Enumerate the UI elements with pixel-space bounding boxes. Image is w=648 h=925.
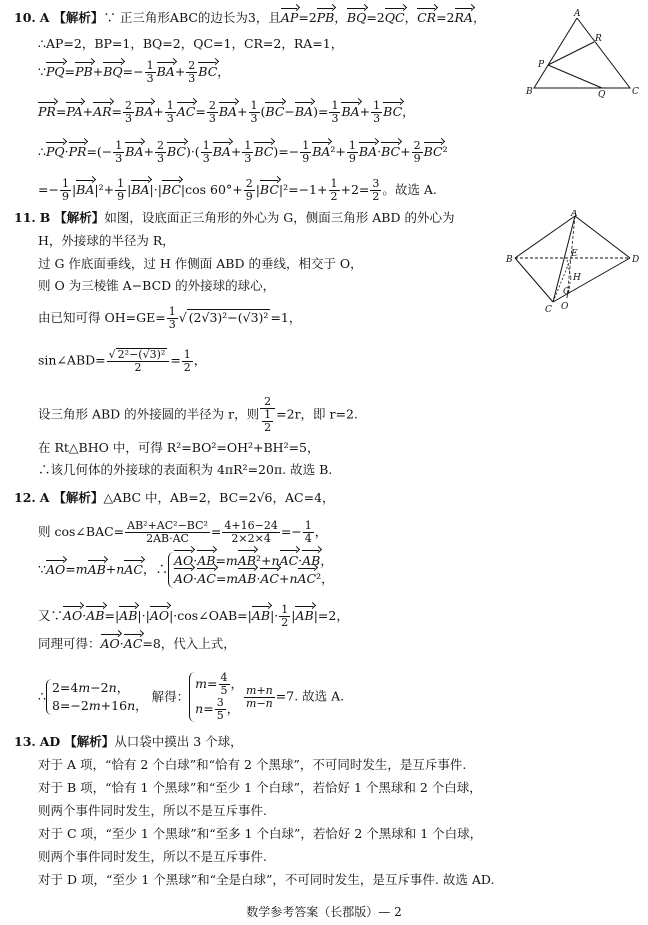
p11-answer: B	[39, 210, 51, 225]
p10-line-4: PR=PA+AR= $\frac{2}{3}$ BA+ $\frac{1}{3}$ AC= $\frac{2}{3}$ BA+ $\frac{1}{3}$ (BC−BA)= $\frac{1}{3}$ BA+ $\frac{1}{3}$ BC，	[38, 99, 415, 125]
p10-fig-label-a: A	[574, 9, 581, 19]
p10-figure	[522, 8, 640, 98]
p12-line-6: ∴2=4m−2n， 8=−2m+16n，解得：m= $\frac{4}{5}$ ， n= $\frac{3}{5}$ ， $\frac{m+n}{m-n}$ =7. 故选 A.	[38, 671, 345, 722]
p13-line-7: 对于 D 项，“至少 1 个黑球”和“全是白球”，不可同时发生，是互斥事件. 故选 AD.	[38, 872, 495, 887]
p11-text-6: sin∠ABD=	[38, 352, 106, 368]
p10-line-6: =− $\frac{1}{9}$ |BA|²+ $\frac{1}{9}$ |BA|·|BC|cos 60°+ $\frac{2}{9}$ |BC|²=−1+ $\frac{1}{2}$ +2= $\frac{3}{2}$ 。故选 A.	[38, 177, 437, 203]
page-footer: 数学参考答案（长郡版）— 2	[246, 905, 402, 919]
p11-text-5: 由已知可得 OH=GE=	[38, 310, 166, 325]
p10-fig-label-c: C	[632, 87, 639, 97]
p13-line-6: 则两个事件同时发生，所以不是互斥事件.	[38, 849, 267, 864]
p12-line-5: 同理可得：AO·AC=8，代入上式，	[38, 636, 236, 651]
p11-fig-label-d: D	[632, 255, 640, 265]
p13-text-1: 从口袋中摸出 3 个球，	[114, 734, 243, 749]
p11-line-2: H，外接球的半径为 R，	[38, 233, 175, 248]
p12-answer: A	[39, 490, 50, 505]
p11-fig-label-a: A	[571, 210, 578, 219]
p11-line-4: 则 O 为三棱锥 A−BCD 的外接球的球心，	[38, 278, 276, 293]
p10-line-5: ∴PQ·PR=(− $\frac{1}{3}$ BA+ $\frac{2}{3}$ BC)·( $\frac{1}{3}$ BA+ $\frac{1}{3}$ BC)=− $\frac{1}{9}$ BA²+ $\frac{1}{9}$ BA·BC+ $\frac{2}{9}$ BC²	[38, 139, 448, 165]
p10-fig-label-q: Q	[598, 90, 606, 98]
p11-number: 11.	[14, 210, 36, 225]
p11-fig-label-e: E	[571, 249, 578, 259]
p11-fig-label-h: H	[573, 273, 581, 283]
p11-line-3: 过 G 作底面垂线，过 H 作侧面 ABD 的垂线，相交于 O，	[38, 256, 363, 271]
p11-line-6: sin∠ABD= $\frac{\text{√ 2²−(√3)²}}{2}$ = $\frac{1}{2}$ ，	[38, 347, 207, 374]
p12-line-1	[14, 490, 335, 506]
p13-line-1	[14, 734, 243, 750]
p11-text-7a: 设三角形 ABD 的外接圆的半径为 r，则	[38, 406, 260, 422]
p12-text-5a: 同理可得：	[38, 636, 101, 651]
p11-fig-label-c: C	[545, 305, 552, 315]
p10-given: ∵ 正三角形ABC的边长为3，且	[103, 10, 281, 25]
p13-number: 13.	[14, 734, 36, 749]
p10-line-2: ∴AP=2，BP=1，BQ=2，QC=1，CR=2，RA=1，	[38, 36, 344, 51]
p12-number: 12.	[14, 490, 36, 505]
p10-fig-label-b: B	[526, 87, 533, 97]
p11-text-1: 如图，设底面正三角形的外心为 G，侧面三角形 ABD 的外心为	[104, 210, 455, 225]
p11-line-5: 由已知可得 OH=GE= $\frac{1}{3}$ √ (2√3)²−(√3)² =1，	[38, 305, 302, 331]
p11-line-7: 设三角形 ABD 的外接圆的半径为 r，则 $\frac{2}{\frac{1}{2}}$ =2r，即 r=2.	[38, 395, 358, 434]
p11-line-1	[14, 210, 454, 226]
p12-line-3: ∵AO=mAB+nAC，∴AO·AB=mAB²+nAC·AB， AO·AC=mAB·AC+nAC²，	[38, 553, 334, 586]
p13-line-3: 对于 B 项，“恰有 1 个黑球”和“至少 1 个白球”，若恰好 1 个黑球和 2 个白球，	[38, 780, 482, 795]
p10-number: 10.	[14, 10, 36, 25]
p11-fig-label-g: G	[563, 287, 571, 297]
p11-fig-label-b: B	[506, 255, 513, 265]
p12-text-6a: 解得：	[151, 688, 190, 704]
p10-line-1: 10. A 【解析】∵ 正三角形ABC的边长为3，且AP=2PB，BQ=2QC，CR=2RA，	[14, 10, 486, 25]
p12-line-2: 则 cos∠BAC= $\frac{\text{AB²+AC²−BC²}}{2AB\cdot AC}$ = $\frac{4+16-24}{2\times 2\times 4}$ =− $\frac{1}{4}$ ，	[38, 519, 328, 545]
p11-line-9: ∴该几何体的外接球的表面积为 4πR²=20π. 故选 B.	[38, 462, 333, 477]
p13-line-4: 则两个事件同时发生，所以不是互斥事件.	[38, 803, 267, 818]
p12-line-4: 又∵AO·AB=|AB|·|AO|·cos∠OAB=|AB|· $\frac{1}{2}$ |AB|=2，	[38, 603, 349, 629]
p10-fig-label-p: P	[538, 60, 545, 70]
p12-text-1: △ABC 中，AB=2，BC=2√6，AC=4，	[103, 490, 335, 505]
p13-line-2: 对于 A 项，“恰有 2 个白球”和“恰有 2 个黑球”，不可同时发生，是互斥事件.	[38, 757, 467, 772]
p13-tag: 【解析】	[64, 734, 115, 749]
p10-conclusion: 。故选 A.	[382, 182, 437, 197]
p11-line-8: 在 Rt△BHO 中，可得 R²=BO²=OH²+BH²=5，	[38, 440, 320, 455]
p12-text-5b: =8，代入上式，	[142, 636, 236, 651]
p10-fig-label-r: R	[595, 34, 602, 44]
p12-text-6b: =7. 故选 A.	[275, 688, 345, 704]
p12-tag: 【解析】	[53, 490, 104, 505]
p12-text-2: 则 cos∠BAC=	[38, 524, 125, 539]
p10-tag: 【解析】	[53, 10, 104, 25]
p10-line-3: ∵PQ=PB+BQ=− $\frac{1}{3}$ BA+ $\frac{2}{3}$ BC，	[38, 59, 230, 85]
p11-tag: 【解析】	[54, 210, 105, 225]
p11-figure	[505, 210, 640, 315]
p13-line-5: 对于 C 项，“至少 1 个黑球”和“至多 1 个白球”，若恰好 2 个黑球和 1 个白球，	[38, 826, 483, 841]
p13-answer: AD	[39, 734, 61, 749]
p10-answer: A	[39, 10, 50, 25]
p11-text-7b: =2r，即 r=2.	[276, 406, 358, 422]
p11-fig-label-o: O	[561, 302, 569, 312]
